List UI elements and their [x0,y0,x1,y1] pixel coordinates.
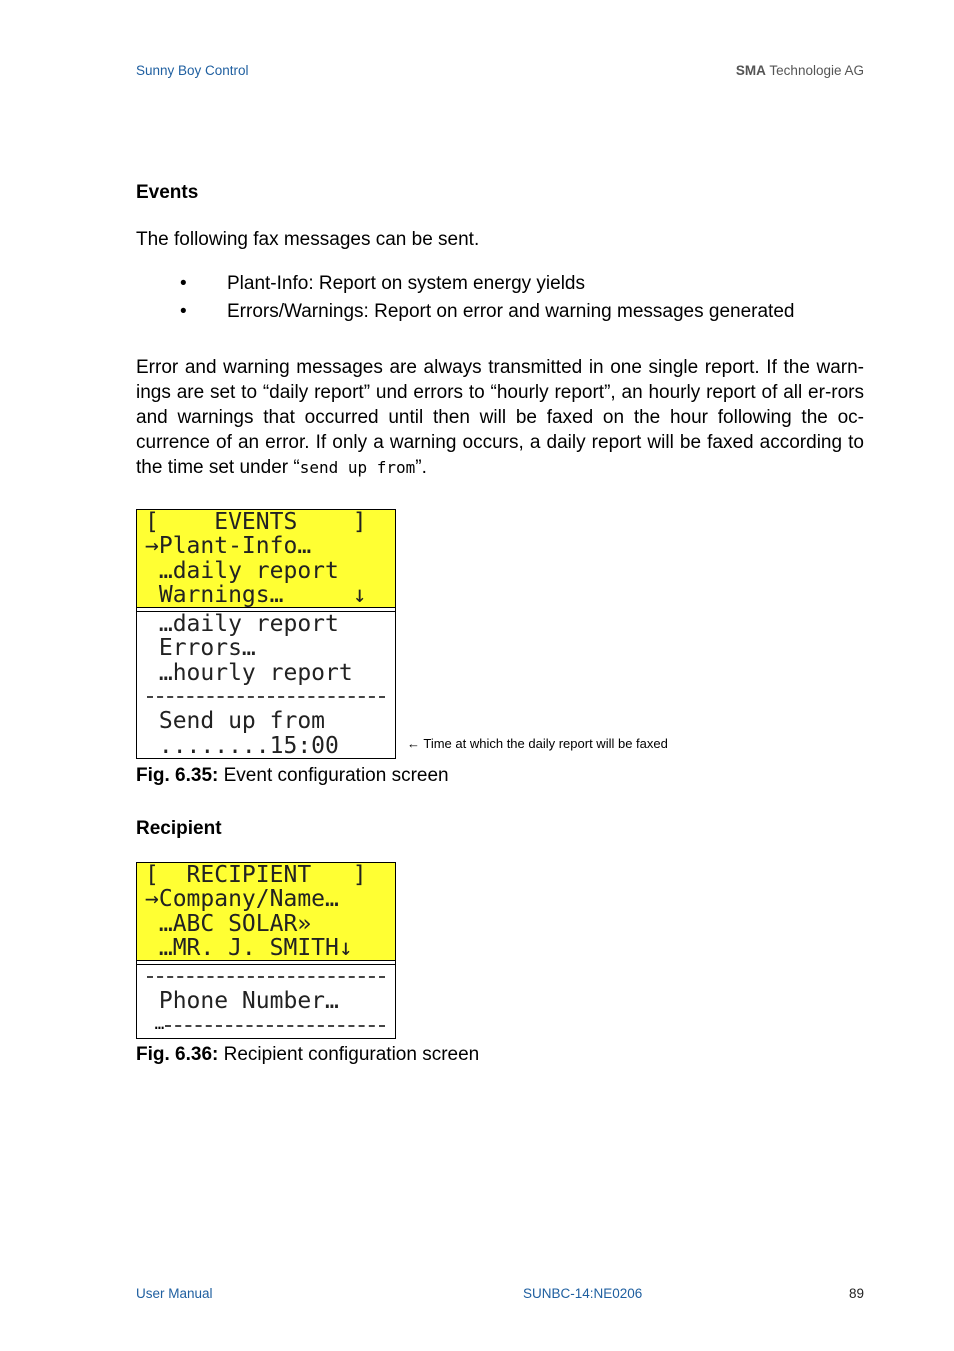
header-company [736,63,864,78]
fig-text: Recipient configuration screen [218,1044,480,1065]
fig-6-35-caption [136,765,449,787]
bullet-text: Errors/Warnings: Report on error and warning messages generated [227,301,795,322]
lcd-line: …ABC SOLAR» [145,911,312,936]
lcd-line: Errors… [145,636,256,661]
lcd-line: …hourly report [145,660,353,686]
lcd-line: [ EVENTS ] [145,510,367,535]
events-paragraph [136,355,864,480]
lcd-dashed-separator [137,685,395,709]
lcd-white-section [137,612,395,758]
bullet-dot-icon: • [180,273,187,294]
footer-doc-code: SUNBC-14:NE0206 [523,1286,643,1301]
fig-text: Event configuration screen [218,765,449,786]
events-intro: The following fax messages can be sent. [136,229,480,250]
lcd-recipient-screen [136,862,396,1039]
lcd-line: Phone Number… [145,989,339,1014]
lcd-input-prefix: … [145,1013,165,1033]
bullet-item [180,273,585,295]
header-brand: SMA [735,63,766,78]
lcd-yellow-section [137,863,395,961]
lcd-line: …daily report [145,558,339,583]
lcd-line: Send up from [145,709,326,734]
fig-label: Fig. 6.36: [136,1044,219,1065]
bullet-item [180,301,794,323]
bullet-dot-icon: • [180,301,187,322]
paragraph-end: ”. [415,457,427,478]
lcd-line: [ RECIPIENT ] [145,863,367,888]
lcd-dashed-input [137,1014,395,1038]
lcd-line: Warnings… ↓ [145,582,367,608]
lcd-dashed-separator [137,965,395,989]
lcd-line: …daily report [145,612,339,637]
paragraph-text: Error and warning messages are always transmitted in one single report. If the warn-ings are set to “daily report” und errors to “hourly report”, an hourly report of all er-rors and warnings that occurred until then will be faxed on the hour following the oc-currence of an error. If only a warning occurs, a daily report will be faxed according to the time set under “ [136,357,864,478]
header-doc-title: Sunny Boy Control [136,63,249,78]
bullet-text: Plant-Info: Report on system energy yields [227,273,586,294]
lcd-events-screen [136,509,396,759]
paragraph-code: send up from [299,458,416,477]
lcd-line: →Company/Name… [145,887,339,912]
recipient-heading: Recipient [136,818,222,839]
lcd-line: …MR. J. SMITH↓ [145,935,353,961]
lcd-line: →Plant-Info… [145,534,312,559]
page-number: 89 [848,1286,864,1301]
events-heading: Events [136,182,199,203]
lcd-yellow-section [137,510,395,608]
header-company-rest: Technologie AG [765,63,864,78]
send-time-annotation: ← Time at which the daily report will be faxed [407,736,668,751]
footer-manual: User Manual [136,1286,213,1301]
lcd-white-section [137,965,395,1038]
lcd-line: ........15:00 [145,733,339,758]
fig-label: Fig. 6.35: [136,765,219,786]
fig-6-36-caption [136,1044,479,1066]
